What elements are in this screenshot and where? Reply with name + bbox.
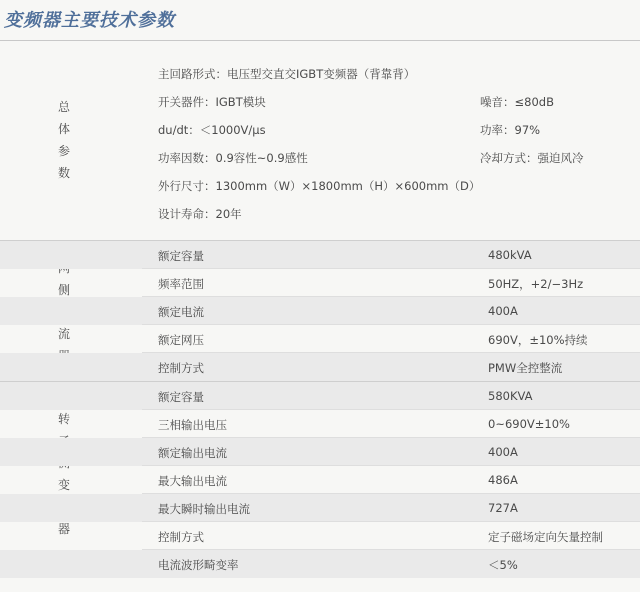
general-param-right: 冷却方式：强迫风冷 (480, 151, 584, 165)
param-value: 690V，±10%持续 (488, 333, 588, 347)
table-row (0, 269, 640, 297)
table-row (0, 353, 640, 381)
label-char: 数 (57, 166, 70, 180)
label-char: 流 (57, 327, 70, 341)
general-section (0, 58, 640, 240)
param-name: 控制方式 (158, 530, 204, 544)
param-value: 580KVA (488, 389, 533, 403)
table-row (0, 550, 640, 578)
grid-side-section (0, 241, 640, 381)
param-name: 电流波形畸变率 (158, 558, 239, 572)
title-divider (0, 40, 640, 41)
general-param-right: 噪音：≤80dB (480, 95, 554, 109)
page-title: 变频器主要技术参数 (4, 10, 175, 31)
general-param: 外行尺寸：1300mm（W）×1800mm（H）×600mm（D） (158, 179, 481, 193)
table-row (0, 325, 640, 353)
general-row (0, 178, 640, 200)
label-char: 体 (57, 122, 70, 136)
label-char: 总 (57, 100, 70, 114)
general-param: 开关器件：IGBT模块 (158, 95, 266, 109)
param-name: 最大瞬时输出电流 (158, 502, 250, 516)
general-param: du/dt：＜1000V/μs (158, 123, 266, 137)
label-char: 器 (57, 522, 70, 536)
param-value: 480kVA (488, 248, 532, 262)
param-name: 最大输出电流 (158, 474, 227, 488)
general-row (0, 66, 640, 88)
param-value: 400A (488, 445, 518, 459)
table-row (0, 522, 640, 550)
param-name: 频率范围 (158, 277, 204, 291)
table-row (0, 494, 640, 522)
param-value: ＜5% (488, 558, 518, 572)
table-row (0, 297, 640, 325)
general-row (0, 122, 640, 144)
label-char: 变 (57, 478, 70, 492)
general-param: 功率因数：0.9容性~0.9感性 (158, 151, 308, 165)
general-row (0, 94, 640, 116)
label-char: 参 (57, 144, 70, 158)
param-value: 定子磁场定向矢量控制 (488, 530, 603, 544)
table-row (0, 466, 640, 494)
param-name: 额定电流 (158, 305, 204, 319)
param-value: 50HZ，+2/−3Hz (488, 277, 584, 291)
general-param: 主回路形式：电压型交直交IGBT变频器（背靠背） (158, 67, 416, 81)
param-name: 三相输出电压 (158, 418, 227, 432)
param-name: 额定容量 (158, 249, 204, 263)
param-name: 额定输出电流 (158, 446, 227, 460)
param-name: 额定网压 (158, 333, 204, 347)
general-param: 设计寿命：20年 (158, 207, 242, 221)
table-row (0, 241, 640, 269)
param-value: PMW全控整流 (488, 361, 563, 375)
table-row (0, 382, 640, 410)
param-value: 0~690V±10% (488, 417, 570, 431)
param-value: 486A (488, 473, 518, 487)
rotor-side-section (0, 382, 640, 582)
param-name: 额定容量 (158, 390, 204, 404)
param-value: 727A (488, 501, 518, 515)
general-row (0, 206, 640, 228)
label-char: 侧 (57, 283, 70, 297)
label-char: 转 (57, 412, 70, 426)
param-name: 控制方式 (158, 361, 204, 375)
param-value: 400A (488, 304, 518, 318)
table-row (0, 438, 640, 466)
general-param-right: 功率：97% (480, 123, 541, 137)
general-row (0, 150, 640, 172)
table-row (0, 410, 640, 438)
